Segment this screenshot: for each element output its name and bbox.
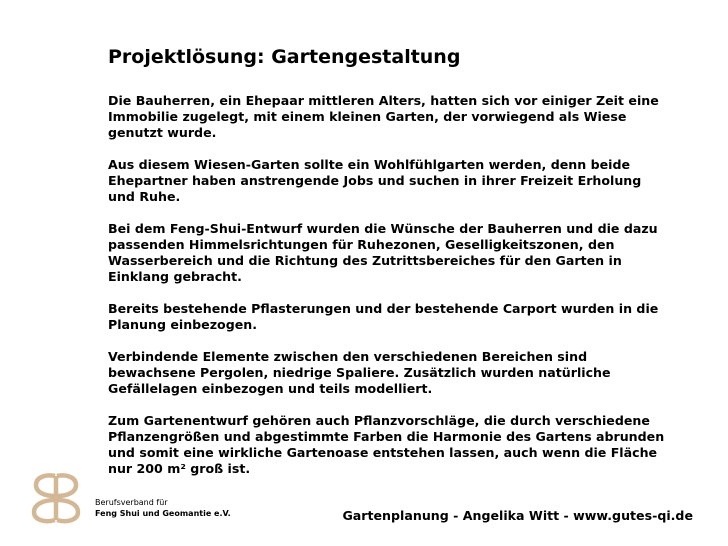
paragraph-4 xyxy=(108,301,668,333)
page-title: Projektlösung: Gartengestaltung xyxy=(108,46,461,68)
text-line: Die Bauherren, ein Ehepaar mittleren Alters, hatten sich vor einiger Zeit eine xyxy=(108,93,659,108)
text-line: Gefällelagen einbezogen und teils modelliert. xyxy=(108,381,433,396)
text-line: nur 200 m² groß ist. xyxy=(108,461,251,476)
text-line: Pflanzengrößen und abgestimmte Farben die Harmonie des Gartens abrunden xyxy=(108,429,665,444)
association-logo-icon xyxy=(28,470,84,526)
paragraph-2 xyxy=(108,157,668,205)
text-line: passenden Himmelsrichtungen für Ruhezonen, Geselligkeitszonen, den xyxy=(108,237,615,252)
text-line: Zum Gartenentwurf gehören auch Pflanzvorschläge, die durch verschiedene xyxy=(108,413,650,428)
association-name xyxy=(95,497,231,519)
text-line: Ehepartner haben anstrengende Jobs und suchen in ihrer Freizeit Erholung xyxy=(108,173,642,188)
text-line: Aus diesem Wiesen-Garten sollte ein Wohlfühlgarten werden, denn beide xyxy=(108,157,631,172)
text-line: genutzt wurde. xyxy=(108,125,217,140)
paragraph-1 xyxy=(108,93,668,141)
text-line: bewachsene Pergolen, niedrige Spaliere. Zusätzlich wurden natürliche xyxy=(108,365,611,380)
association-line-2: Feng Shui und Geomantie e.V. xyxy=(95,509,231,518)
text-line: Planung einbezogen. xyxy=(108,317,258,332)
text-line: Verbindende Elemente zwischen den verschiedenen Bereichen sind xyxy=(108,349,588,364)
text-line: und somit eine wirkliche Gartenoase entstehen lassen, auch wenn die Fläche xyxy=(108,445,658,460)
text-line: Bei dem Feng-Shui-Entwurf wurden die Wünsche der Bauherren und die dazu xyxy=(108,221,658,236)
text-line: Immobilie zugelegt, mit einem kleinen Garten, der vorwiegend als Wiese xyxy=(108,109,627,124)
paragraph-6 xyxy=(108,413,668,477)
paragraph-5 xyxy=(108,349,668,397)
document-body xyxy=(108,93,668,493)
page-footer: Gartenplanung - Angelika Witt - www.gutes-qi.de xyxy=(342,508,693,523)
paragraph-3 xyxy=(108,221,668,285)
text-line: Bereits bestehende Pflasterungen und der bestehende Carport wurden in die xyxy=(108,301,659,316)
text-line: und Ruhe. xyxy=(108,189,181,204)
association-line-1: Berufsverband für xyxy=(95,498,168,507)
text-line: Einklang gebracht. xyxy=(108,269,242,284)
text-line: Wasserbereich und die Richtung des Zutrittsbereiches für den Garten in xyxy=(108,253,622,268)
